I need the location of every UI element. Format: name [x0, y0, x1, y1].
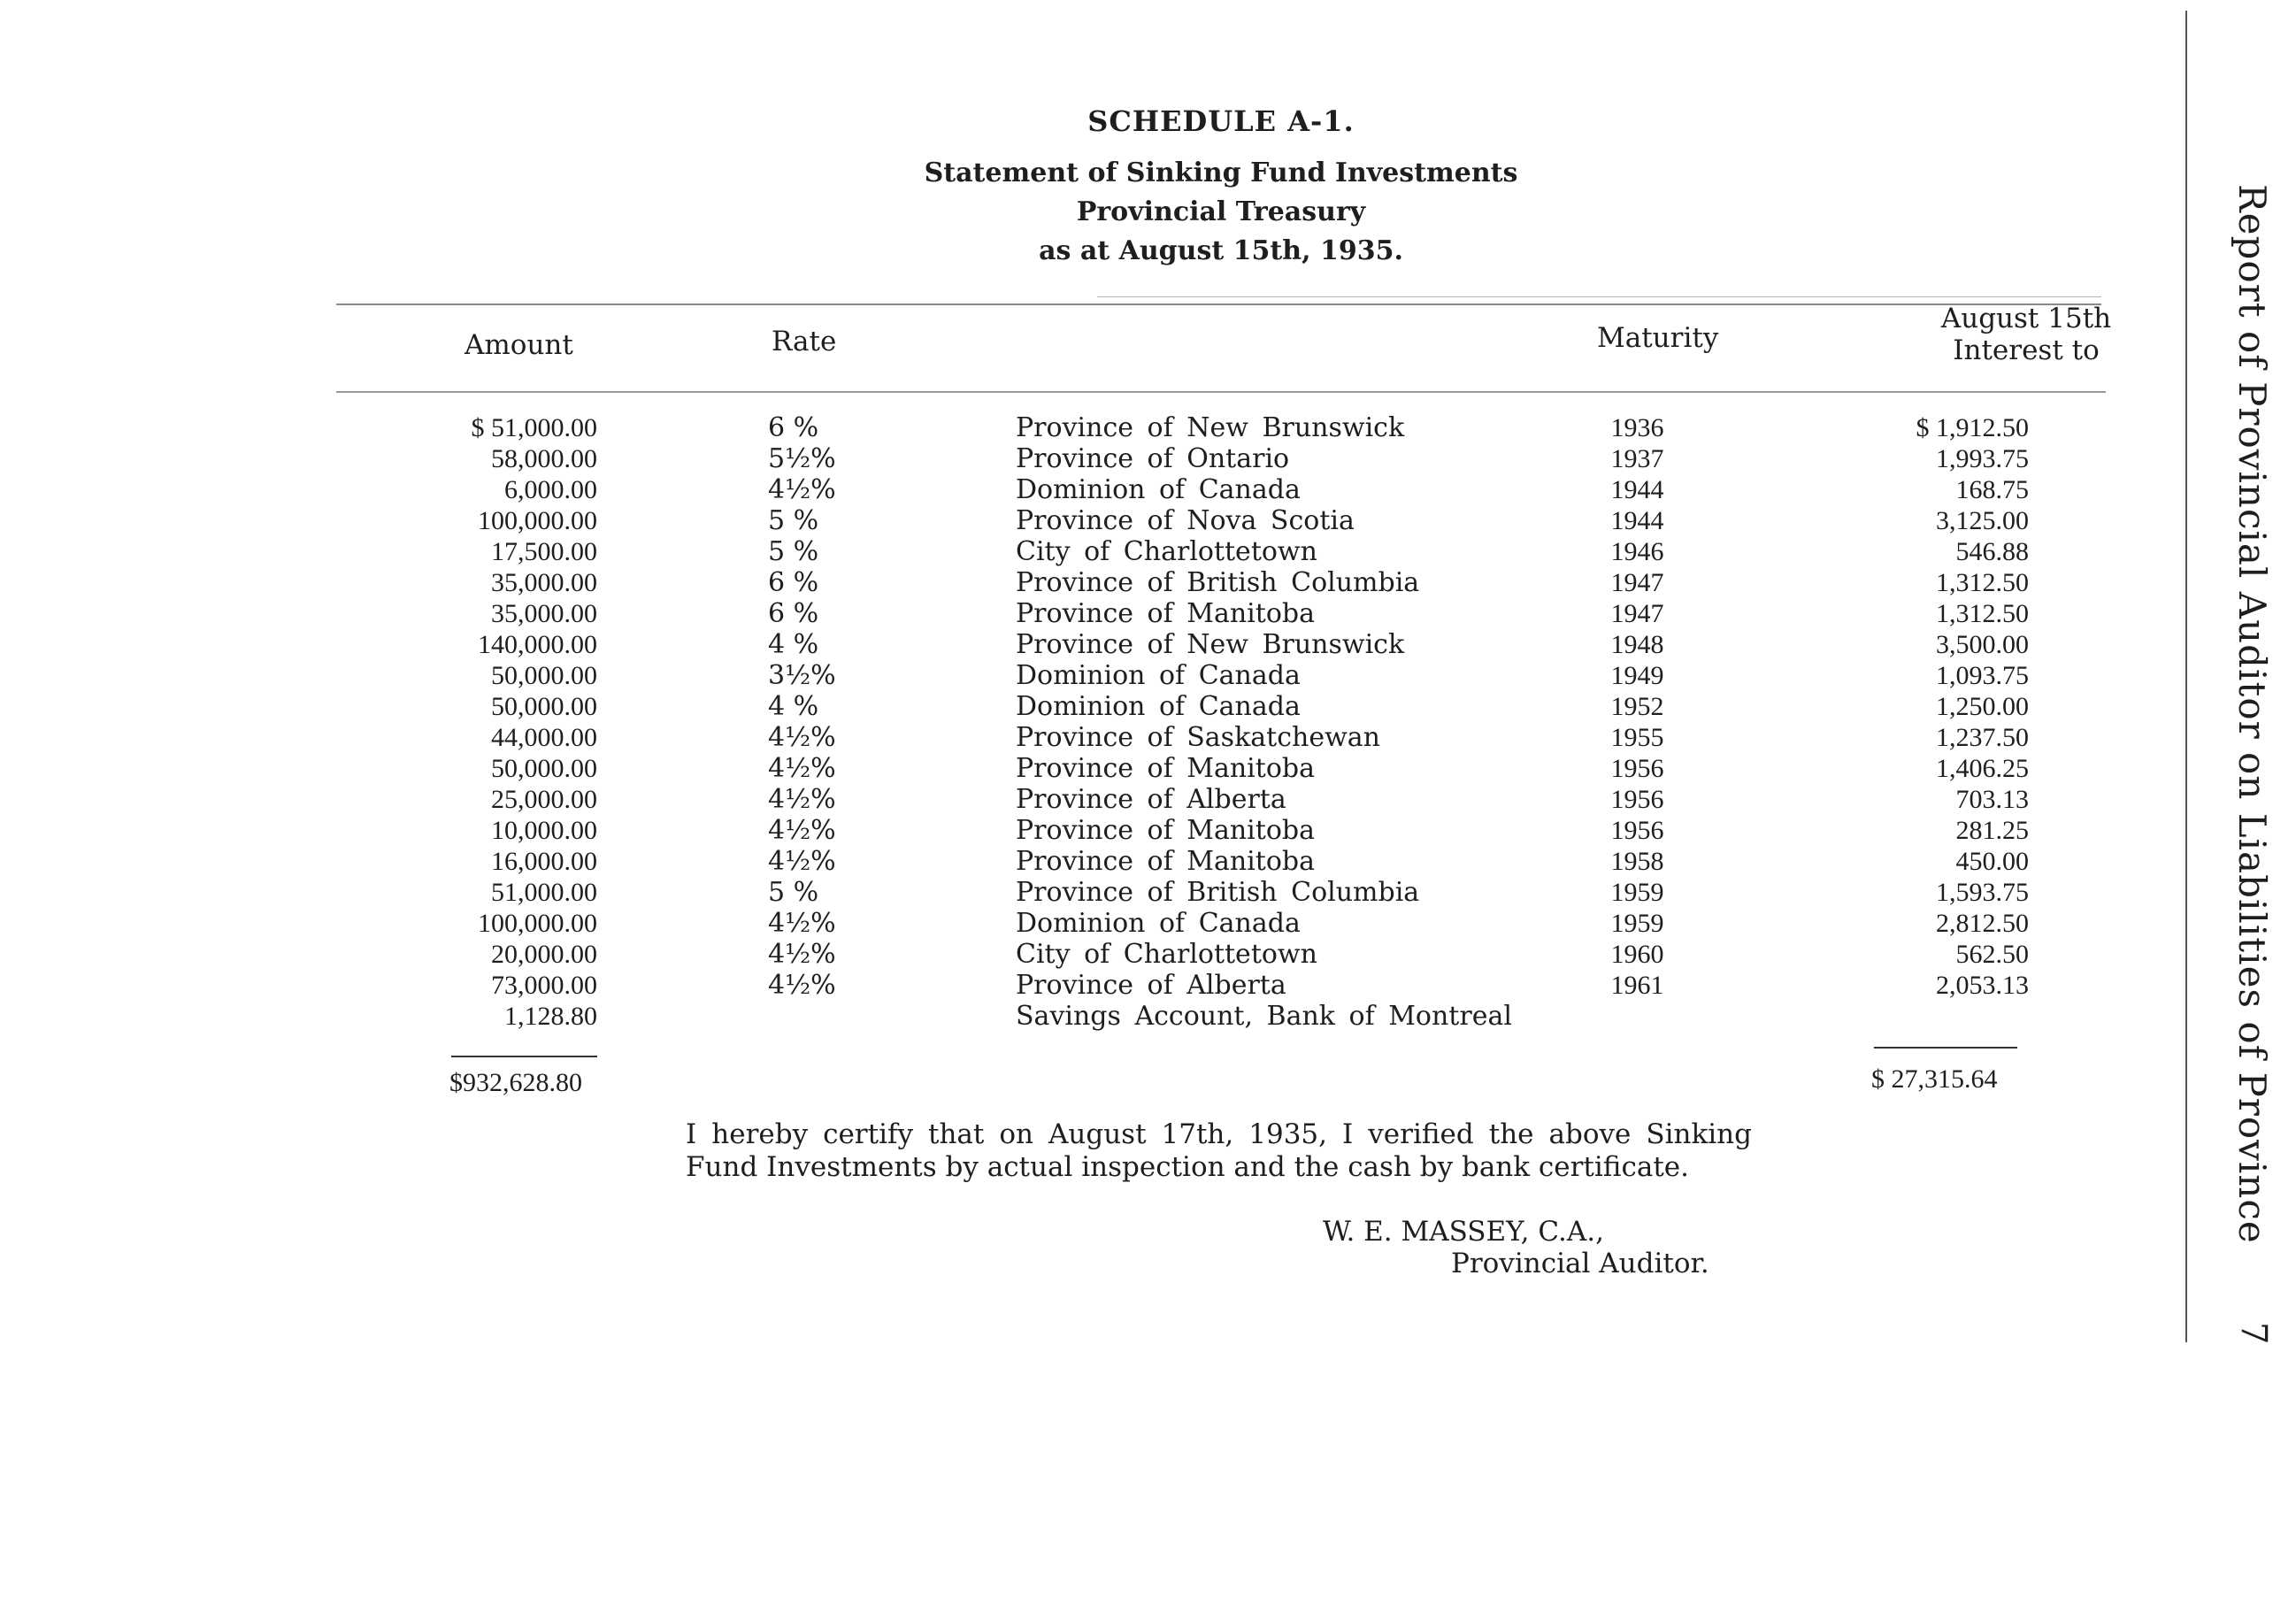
cell-interest: 3,125.00: [1936, 505, 2029, 535]
column-spacer: [597, 815, 768, 846]
header-rate: Rate: [772, 326, 837, 357]
cell-interest: 1,312.50: [1936, 598, 2029, 628]
cell-rate: 4½%: [768, 815, 836, 846]
running-header: Report of Provincial Auditor on Liabilities of Province: [2231, 184, 2274, 1244]
column-spacer: [597, 722, 768, 753]
cell-interest: 1,593.75: [1936, 877, 2029, 907]
interest-total-rule: [1874, 1047, 2017, 1049]
column-spacer: [597, 691, 768, 722]
cell-interest: 1,312.50: [1936, 567, 2029, 597]
header-top-rule-faint: [1097, 296, 2101, 297]
cell-issuer: Province of Nova Scotia: [1016, 505, 1355, 536]
cell-rate: 4½%: [768, 846, 836, 877]
header-top-rule: [336, 303, 2101, 305]
cell-rate: 4½%: [768, 970, 836, 1001]
cell-issuer: Dominion of Canada: [1016, 474, 1301, 505]
table-row: [372, 784, 2029, 815]
cell-maturity: 1959: [1610, 908, 1664, 938]
cell-issuer: Province of Manitoba: [1016, 846, 1315, 877]
cell-amount: 58,000.00: [491, 443, 597, 473]
cell-maturity: 1949: [1610, 660, 1664, 690]
cell-issuer: Dominion of Canada: [1016, 908, 1301, 939]
cell-amount: 10,000.00: [491, 815, 597, 845]
cell-issuer: City of Charlottetown: [1016, 536, 1317, 567]
cell-interest: 546.88: [1955, 536, 2029, 566]
header-bottom-rule: [336, 391, 2106, 393]
table-row: [372, 753, 2029, 784]
cell-rate: 4½%: [768, 939, 836, 970]
cell-issuer: Province of New Brunswick: [1016, 629, 1405, 660]
cell-interest: [1693, 1001, 2029, 1032]
cell-amount: 6,000.00: [504, 474, 597, 504]
cell-amount: 1,128.80: [504, 1001, 597, 1031]
cell-interest: 1,250.00: [1936, 691, 2029, 721]
cell-rate: 5½%: [768, 443, 836, 474]
column-spacer: [597, 939, 768, 970]
table-row: [372, 443, 2029, 474]
cell-issuer: Savings Account, Bank of Montreal: [1016, 1001, 1512, 1032]
total-interest: $ 27,315.64: [1871, 1064, 1998, 1094]
cell-issuer: Province of British Columbia: [1016, 567, 1420, 598]
table-row: [372, 846, 2029, 877]
header-interest-line2: Interest to: [1953, 334, 2100, 366]
cell-rate: 3½%: [768, 660, 836, 691]
column-spacer: [597, 908, 768, 939]
cell-interest: 703.13: [1955, 784, 2029, 814]
cell-rate: 6 %: [768, 412, 819, 443]
cell-interest: 450.00: [1955, 846, 2029, 876]
statement-title: Statement of Sinking Fund Investments: [924, 157, 1518, 188]
cell-amount: 100,000.00: [478, 908, 597, 938]
table-row: [372, 505, 2029, 536]
cell-amount: 20,000.00: [491, 939, 597, 969]
cell-maturity: 1956: [1610, 815, 1664, 845]
cell-maturity: 1961: [1610, 970, 1664, 1000]
statement-subtitle: Provincial Treasury: [1076, 196, 1366, 227]
table-row: [372, 1001, 2029, 1032]
cell-issuer: Province of Ontario: [1016, 443, 1290, 474]
cell-maturity: 1960: [1610, 939, 1664, 969]
cell-maturity: 1944: [1610, 505, 1664, 535]
header-amount: Amount: [465, 329, 573, 361]
column-spacer: [597, 660, 768, 691]
table-row: [372, 722, 2029, 753]
table-row: [372, 629, 2029, 660]
cell-rate: [768, 1001, 1016, 1032]
amount-total-rule: [451, 1056, 597, 1057]
cell-interest: $ 1,912.50: [1916, 412, 2029, 442]
table-row: [372, 412, 2029, 443]
table-row: [372, 474, 2029, 505]
cell-maturity: 1956: [1610, 753, 1664, 783]
table-row: [372, 815, 2029, 846]
cell-amount: 50,000.00: [491, 691, 597, 721]
cell-maturity: 1944: [1610, 474, 1664, 504]
cell-maturity: 1947: [1610, 598, 1664, 628]
column-spacer: [597, 474, 768, 505]
cell-amount: 25,000.00: [491, 784, 597, 814]
cell-interest: 1,093.75: [1936, 660, 2029, 690]
column-spacer: [597, 1001, 768, 1032]
cell-issuer: Dominion of Canada: [1016, 691, 1301, 722]
total-amount: $932,628.80: [449, 1068, 582, 1097]
cell-rate: 4½%: [768, 784, 836, 815]
cell-rate: 5 %: [768, 877, 819, 908]
column-spacer: [597, 443, 768, 474]
column-spacer: [597, 567, 768, 598]
cell-amount: 50,000.00: [491, 660, 597, 690]
cell-maturity: 1956: [1610, 784, 1664, 814]
cell-amount: 35,000.00: [491, 567, 597, 597]
cell-maturity: 1937: [1610, 443, 1664, 473]
header-maturity: Maturity: [1597, 322, 1719, 354]
table-row: [372, 939, 2029, 970]
cell-amount: 51,000.00: [491, 877, 597, 907]
cell-amount: 140,000.00: [478, 629, 597, 659]
cell-interest: 1,993.75: [1936, 443, 2029, 473]
cell-rate: 4½%: [768, 474, 836, 505]
column-spacer: [597, 784, 768, 815]
column-spacer: [597, 598, 768, 629]
cell-rate: 5 %: [768, 505, 819, 536]
column-spacer: [597, 505, 768, 536]
schedule-heading: SCHEDULE A-1.: [1087, 104, 1355, 138]
cell-maturity: 1946: [1610, 536, 1664, 566]
page-number: 7: [2233, 1322, 2274, 1345]
cell-rate: 4½%: [768, 908, 836, 939]
cell-amount: $ 51,000.00: [471, 412, 597, 442]
cell-interest: 1,237.50: [1936, 722, 2029, 752]
cell-amount: 16,000.00: [491, 846, 597, 876]
cell-amount: 44,000.00: [491, 722, 597, 752]
cell-amount: 35,000.00: [491, 598, 597, 628]
table-row: [372, 567, 2029, 598]
table-row: [372, 536, 2029, 567]
cell-issuer: Province of Saskatchewan: [1016, 722, 1380, 753]
cell-issuer: City of Charlottetown: [1016, 939, 1317, 970]
cell-interest: 3,500.00: [1936, 629, 2029, 659]
cell-maturity: 1948: [1610, 629, 1664, 659]
signature-title: Provincial Auditor.: [1451, 1248, 1709, 1279]
cell-maturity: 1958: [1610, 846, 1664, 876]
cell-rate: 4 %: [768, 691, 819, 722]
column-spacer: [597, 877, 768, 908]
cell-amount: 100,000.00: [478, 505, 597, 535]
table-row: [372, 598, 2029, 629]
investments-table: [372, 412, 2029, 1032]
cell-amount: 17,500.00: [491, 536, 597, 566]
cell-interest: 562.50: [1955, 939, 2029, 969]
cell-maturity: [1582, 1001, 1693, 1032]
column-spacer: [597, 629, 768, 660]
cell-interest: 281.25: [1955, 815, 2029, 845]
cell-maturity: 1952: [1610, 691, 1664, 721]
cell-rate: 4½%: [768, 722, 836, 753]
cell-maturity: 1947: [1610, 567, 1664, 597]
cell-interest: 168.75: [1955, 474, 2029, 504]
table-row: [372, 691, 2029, 722]
cell-issuer: Province of Manitoba: [1016, 753, 1315, 784]
cell-issuer: Province of New Brunswick: [1016, 412, 1405, 443]
cell-issuer: Province of Manitoba: [1016, 598, 1315, 629]
cell-issuer: Province of Alberta: [1016, 970, 1286, 1001]
cell-issuer: Province of Alberta: [1016, 784, 1286, 815]
cell-maturity: 1959: [1610, 877, 1664, 907]
column-spacer: [597, 753, 768, 784]
cell-rate: 4½%: [768, 753, 836, 784]
margin-vertical-rule: [2185, 11, 2187, 1342]
cell-rate: 5 %: [768, 536, 819, 567]
column-spacer: [597, 846, 768, 877]
cell-amount: 50,000.00: [491, 753, 597, 783]
column-spacer: [597, 536, 768, 567]
table-row: [372, 970, 2029, 1001]
cell-issuer: Province of Manitoba: [1016, 815, 1315, 846]
cell-interest: 2,812.50: [1936, 908, 2029, 938]
table-row: [372, 908, 2029, 939]
column-spacer: [597, 412, 768, 443]
cell-rate: 4 %: [768, 629, 819, 660]
table-row: [372, 877, 2029, 908]
column-spacer: [597, 970, 768, 1001]
cell-interest: 1,406.25: [1936, 753, 2029, 783]
cell-rate: 6 %: [768, 598, 819, 629]
statement-date-line: as at August 15th, 1935.: [1039, 235, 1403, 266]
signature-name: W. E. MASSEY, C.A.,: [1323, 1216, 1604, 1248]
header-interest-line1: August 15th: [1940, 303, 2112, 334]
cell-maturity: 1936: [1610, 412, 1664, 442]
cell-maturity: 1955: [1610, 722, 1664, 752]
cell-interest: 2,053.13: [1936, 970, 2029, 1000]
cell-rate: 6 %: [768, 567, 819, 598]
table-row: [372, 660, 2029, 691]
cell-amount: 73,000.00: [491, 970, 597, 1000]
certification-text: I hereby certify that on August 17th, 1935, I verified the above Sinking Fund Investments by actual inspection and the cash by bank certificate.: [686, 1118, 1752, 1183]
cell-issuer: Province of British Columbia: [1016, 877, 1420, 908]
cell-issuer: Dominion of Canada: [1016, 660, 1301, 691]
